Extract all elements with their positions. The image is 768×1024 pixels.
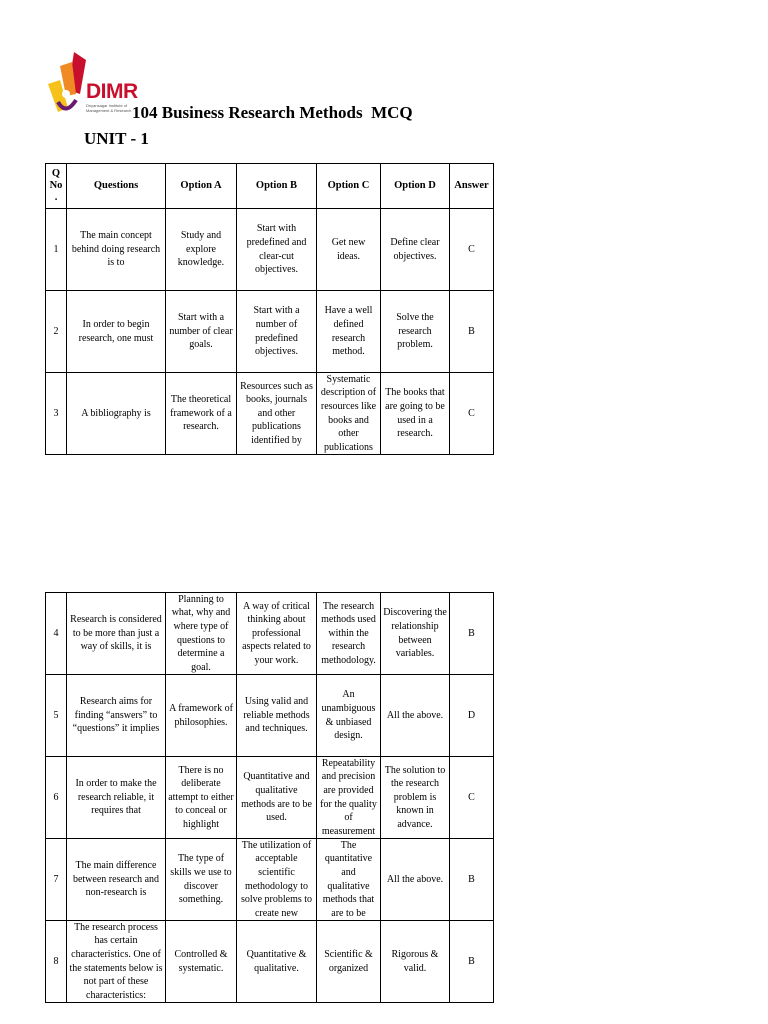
qno-cell-text: 4 [53,627,59,639]
option-a-cell-text: Controlled & systematic. [174,948,228,974]
option-d-cell [381,921,450,1003]
option-b-cell-text: Using valid and reliable methods and techniques. [243,696,310,735]
answer-cell [450,373,494,455]
option-c-cell [317,921,381,1003]
option-b-cell-text: Start with a number of predefined objectives. [253,305,300,358]
option-a-cell-text: Study and explore knowledge. [177,230,225,269]
option-c-cell [317,675,381,757]
answer-cell [450,839,494,921]
option-a-cell [166,921,237,1003]
header-questions: Questions [67,164,166,209]
option-b-cell [237,373,317,455]
option-d-cell-text: All the above. [386,873,444,885]
option-a-cell [166,373,237,455]
option-c-cell [317,209,381,291]
answer-cell-text: C [468,791,475,803]
answer-cell [450,593,494,675]
option-b-cell [237,839,317,921]
answer-cell [450,675,494,757]
option-a-cell [166,209,237,291]
option-c-cell [317,291,381,373]
option-d-cell-text: Define clear objectives. [390,236,440,262]
option-b-cell [237,675,317,757]
table-row [46,675,494,757]
option-d-cell-text: Rigorous & valid. [391,948,439,974]
header-option-d: Option D [381,164,450,209]
option-c-cell-text: Have a well defined research method. [324,305,373,358]
logo-text: DIMR [86,80,138,103]
option-d-cell [381,757,450,839]
header-qno: Q No . [46,164,67,209]
mcq-table-part1 [45,163,494,455]
qno-cell [46,291,67,373]
option-d-cell [381,675,450,757]
answer-cell-text: B [468,627,475,639]
option-b-cell-text: Quantitative and qualitative methods are to be used. [241,771,312,824]
option-b-cell-text: Quantitative & qualitative. [246,948,307,974]
option-b-cell-text: A way of critical thinking about professional aspects related to your work. [242,600,311,666]
qno-cell [46,675,67,757]
question-cell-text: The main difference between research and non-research is [72,860,160,899]
qno-cell [46,373,67,455]
answer-cell-text: B [468,873,475,885]
question-cell-text: The research process has certain characteristics. One of the statements below is not part of these characteristics: [69,921,163,1001]
qno-cell [46,921,67,1003]
option-c-cell [317,757,381,839]
header-option-b: Option B [237,164,317,209]
option-c-cell [317,593,381,675]
option-a-cell-text: The theoretical framework of a research. [170,394,232,433]
option-d-cell [381,291,450,373]
logo-subtitle: Dnyansagar Institute of Management & Research [86,103,132,113]
option-a-cell-text: Start with a number of clear goals. [169,312,233,351]
question-cell [67,757,166,839]
qno-cell [46,209,67,291]
option-c-cell [317,373,381,455]
table-row [46,291,494,373]
answer-cell-text: C [468,407,475,419]
option-a-cell-text: Planning to what, why and where type of questions to determine a goal. [171,593,231,673]
option-d-cell-text: Discovering the relationship between variables. [383,607,447,660]
qno-cell [46,593,67,675]
answer-cell-text: C [468,243,475,255]
header-answer: Answer [450,164,494,209]
option-a-cell-text: A framework of philosophies. [169,702,233,728]
option-c-cell-text: The quantitative and qualitative methods that are to be [322,839,375,919]
header-option-c: Option C [317,164,381,209]
option-a-cell [166,675,237,757]
option-c-cell-text: Repeatability and precision are provided for the quality of measurement [320,757,377,837]
table-header-row [46,164,494,209]
option-b-cell [237,291,317,373]
option-d-cell [381,839,450,921]
option-b-cell [237,757,317,839]
question-cell [67,675,166,757]
qno-cell [46,839,67,921]
question-cell-text: In order to make the research reliable, it requires that [75,778,157,817]
table-row [46,209,494,291]
option-d-cell-text: The solution to the research problem is known in advance. [384,764,446,830]
option-d-cell-text: All the above. [386,709,444,721]
question-cell-text: The main concept behind doing research is to [71,230,161,269]
qno-cell-text: 6 [53,791,59,803]
question-cell [67,209,166,291]
option-b-cell [237,921,317,1003]
answer-cell-text: B [468,325,475,337]
option-b-cell-text: The utilization of acceptable scientific methodology to solve problems to create new [240,839,313,919]
question-cell [67,593,166,675]
question-cell-text: In order to begin research, one must [78,318,154,344]
question-cell [67,373,166,455]
unit-heading: UNIT - 1 [84,129,149,148]
option-a-cell [166,593,237,675]
qno-cell-text: 7 [53,873,59,885]
option-a-cell-text: There is no deliberate attempt to either to conceal or highlight [168,764,234,830]
question-cell-text: A bibliography is [81,407,151,419]
option-b-cell-text: Resources such as books, journals and other publications identified by [240,380,313,446]
mcq-table-part2 [45,592,494,1003]
question-cell [67,291,166,373]
answer-cell [450,209,494,291]
option-b-cell-text: Start with predefined and clear-cut objectives. [246,223,307,276]
option-a-cell [166,757,237,839]
page-title: 104 Business Research Methods MCQ [132,103,413,122]
option-c-cell-text: Scientific & organized [324,948,373,974]
option-c-cell-text: Get new ideas. [331,236,366,262]
answer-cell-text: D [467,709,476,721]
qno-cell-text: 2 [53,325,59,337]
option-d-cell [381,593,450,675]
option-c-cell-text: An unambiguous & unbiased design. [321,689,376,742]
option-d-cell-text: Solve the research problem. [396,312,434,351]
answer-cell [450,757,494,839]
logo-emblem-icon [46,50,90,122]
option-c-cell-text: The research methods used within the research methodology. [321,600,376,666]
option-b-cell [237,209,317,291]
option-a-cell-text: The type of skills we use to discover something. [170,853,232,906]
qno-cell-text: 3 [53,407,59,419]
header-option-a: Option A [166,164,237,209]
table-row [46,757,494,839]
option-d-cell [381,373,450,455]
table-row [46,839,494,921]
qno-cell [46,757,67,839]
question-cell-text: Research aims for finding “answers” to “questions” it implies [72,696,160,735]
table-row [46,593,494,675]
option-c-cell-text: Systematic description of resources like books and other publications [320,373,377,453]
answer-cell [450,921,494,1003]
table-row [46,921,494,1003]
option-a-cell [166,839,237,921]
question-cell [67,839,166,921]
table-row [46,373,494,455]
option-d-cell-text: The books that are going to be used in a research. [385,387,445,440]
qno-cell-text: 5 [53,709,59,721]
answer-cell-text: B [468,955,475,967]
qno-cell-text: 1 [53,243,59,255]
option-a-cell [166,291,237,373]
option-d-cell [381,209,450,291]
answer-cell [450,291,494,373]
question-cell-text: Research is considered to be more than just a way of skills, it is [70,614,162,653]
question-cell [67,921,166,1003]
option-b-cell [237,593,317,675]
option-c-cell [317,839,381,921]
qno-cell-text: 8 [53,955,59,967]
